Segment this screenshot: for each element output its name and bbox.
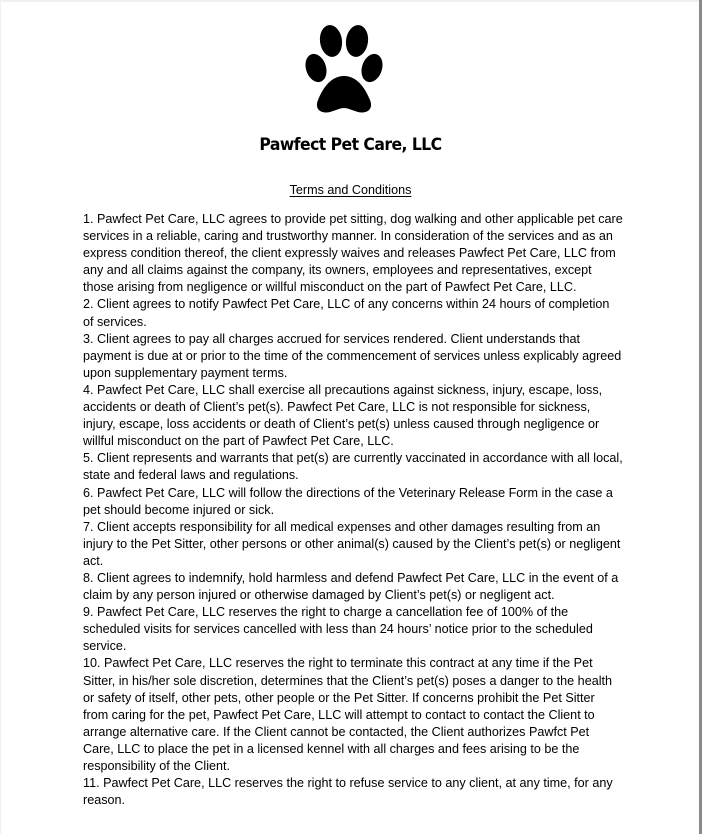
paw-print-icon: [304, 22, 384, 114]
term-item: 1. Pawfect Pet Care, LLC agrees to provide pet sitting, dog walking and other applicable pet care services in a reliable, caring and trustworthy manner. In consideration of the services and as an express condition thereof, the client expressly waives and releases Pawfect Pet Care, LLC from any and all claims against the company, its owners, employees and representatives, except those arising from negligence or willful misconduct on the part of Pawfect Pet Care, LLC.: [83, 212, 623, 295]
term-item: 9. Pawfect Pet Care, LLC reserves the right to charge a cancellation fee of 100% of the scheduled visits for services cancelled with less than 24 hours’ notice prior to the scheduled service.: [83, 605, 593, 654]
document-subtitle: [1, 183, 700, 197]
term-item: 4. Pawfect Pet Care, LLC shall exercise all precautions against sickness, injury, escape, loss, accidents or death of Client’s pet(s). Pawfect Pet Care, LLC is not responsible for sickness, injury, escape, loss accidents or death of Client’s pet(s) unless caused through negligence or willful misconduct on the part of Pawfect Pet Care, LLC.: [83, 382, 603, 449]
term-item: 11. Pawfect Pet Care, LLC reserves the right to refuse service to any client, at any time, for any reason.: [83, 776, 613, 808]
term-item: 8. Client agrees to indemnify, hold harmless and defend Pawfect Pet Care, LLC in the event of a claim by any person injured or otherwise damaged by Client’s pet(s) or negligent act.: [83, 570, 619, 603]
term-item: 6. Pawfect Pet Care, LLC will follow the directions of the Veterinary Release Form in the case a pet should become injured or sick.: [83, 485, 613, 517]
terms-list: [83, 211, 623, 809]
terms-heading: Terms and Conditions: [289, 183, 412, 197]
term-item: 10. Pawfect Pet Care, LLC reserves the right to terminate this contract at any time if the Pet Sitter, in his/her sole discretion, determines that the Client’s pet(s) poses a danger to the health or safety of itself, other pets, other people or the Pet Sitter. If concerns prohibit the Pet Sitter from caring for the pet, Pawfect Pet Care, LLC will attempt to contact to contact the Client to arrange alternative care. If the Client cannot be contacted, the Client authorizes Pawfct Pet Care, LLC to place the pet in a licensed kennel with all charges and fees arising to be the responsibility of the Client.: [83, 656, 612, 773]
company-name: Pawfect Pet Care, LLC: [259, 135, 442, 155]
term-item: 3. Client agrees to pay all charges accrued for services rendered. Client understands that payment is due at or prior to the time of the commencement of services unless explicably agreed upon supplementary payment terms.: [83, 331, 622, 380]
term-item: 7. Client accepts responsibility for all medical expenses and other damages resulting from an injury to the Pet Sitter, other persons or other animal(s) caused by the Client’s pet(s) or negligent act.: [83, 519, 621, 568]
term-item: 2. Client agrees to notify Pawfect Pet Care, LLC of any concerns within 24 hours of completion of services.: [83, 297, 610, 329]
term-item: 5. Client represents and warrants that pet(s) are currently vaccinated in accordance with all local, state and federal laws and regulations.: [83, 451, 623, 483]
